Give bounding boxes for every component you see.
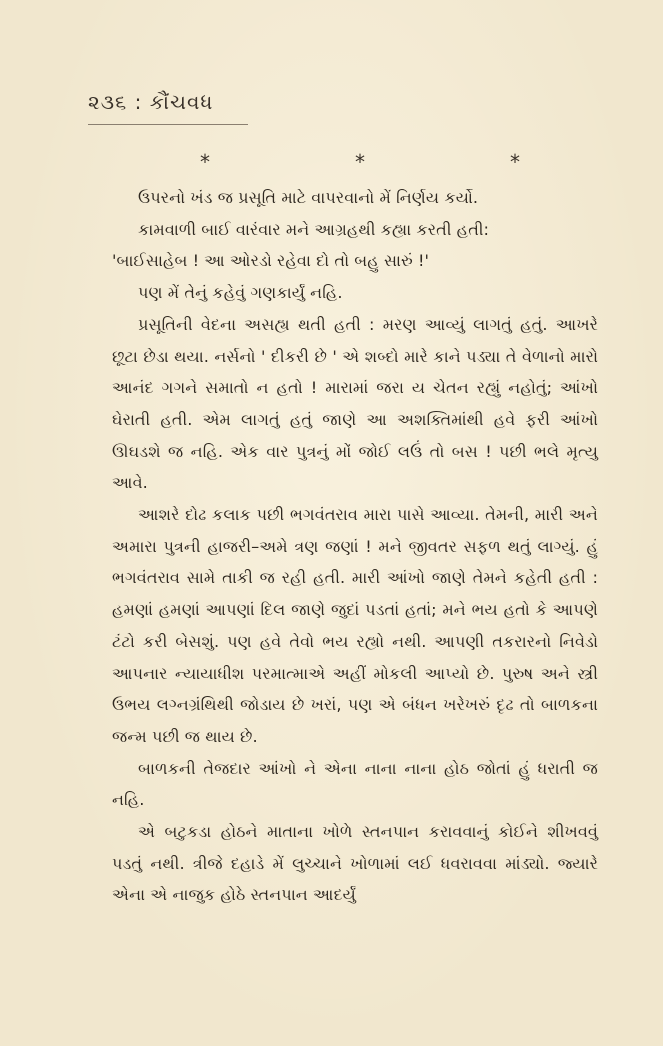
- paragraph: પણ મેં તેનું કહેવું ગણકાર્યું નહિ.: [138, 283, 343, 303]
- paragraph: કામવાળી બાઈ વારંવાર મને આગ્રહથી કહ્યા કરતી હતી:: [138, 219, 490, 239]
- page-header: ૨૩૬ : કૌંચવધ: [88, 90, 214, 114]
- section-break-star: *: [355, 150, 365, 174]
- paragraph: 'બાઈસાહેબ ! આ ઓરડો રહેવા દો તો બહુ સારું !': [112, 251, 429, 271]
- paragraph: આશરે દોઢ કલાક પછી ભગવંતરાવ મારા પાસે આવ્યા. તેમની, મારી અને અમારા પુત્રની હાજરી–અમે ત્રણ જણાં ! મને જીવતર સફળ થતું લાગ્યું. હું ભગવંતરાવ સામે તાકી જ રહી હતી. મારી આંખો જાણે તેમને કહેતી હતી : હમણાં હમણાં આપણાં દિલ જાણે જુદાં પડતાં હતાં; મને ભય હતો કે આપણે ટંટો કરી બેસશું. પણ હવે તેવો ભય રહ્યો નથી. આપણી તકરારનો નિવેડો આપનાર ન્યાયાધીશ પરમાત્માએ અહીં મોકલી આપ્યો છે. પુરુષ અને સ્ત્રી ઉભય લગ્નગ્રંથિથી જોડાય છે ખરાં, પણ એ બંધન ખરેખરું દૃઢ તો બાળકના જન્મ પછી જ થાય છે.: [112, 505, 598, 746]
- paragraph: એ બટુકડા હોઠને માતાના ખોળે સ્તનપાન કરાવવાનું કોઈને શીખવવું પડતું નથી. ત્રીજે દહાડે મેં લુચ્ચાને ખોળામાં લઈ ધવરાવવા માંડ્યો. જ્યારે એના એ નાજુક હોઠે સ્તનપાન આદર્યું: [112, 822, 598, 905]
- body-text: [112, 182, 598, 911]
- section-break-star: *: [200, 150, 210, 174]
- paragraph: ઉપરનો ખંડ જ પ્રસૂતિ માટે વાપરવાનો મેં નિર્ણય કર્યો.: [138, 188, 479, 207]
- paragraph: બાળકની તેજદાર આંખો ને એના નાના નાના હોઠ જોતાં હું ધરાતી જ નહિ.: [112, 758, 598, 810]
- paragraph: પ્રસૂતિની વેદના અસહ્ય થતી હતી : મરણ આવ્યું લાગતું હતું. આખરે છૂટા છેડા થયા. નર્સનો ' દીકરી છે ' એ શબ્દો મારે કાને પડ્યા તે વેળાનો મારો આનંદ ગગને સમાતો ન હતો ! મારામાં જરા ય ચેતન રહ્યું નહોતું; આંખો ઘેરાતી હતી. એમ લાગતું હતું જાણે આ અશક્તિમાંથી હવે ફરી આંખો ઊઘડશે જ નહિ. એક વાર પુત્રનું મોં જોઈ લઉં તો બસ ! પછી ભલે મૃત્યુ આવે.: [112, 314, 598, 493]
- section-break: [200, 150, 520, 174]
- section-break-star: *: [510, 150, 520, 174]
- header-rule: [88, 124, 248, 125]
